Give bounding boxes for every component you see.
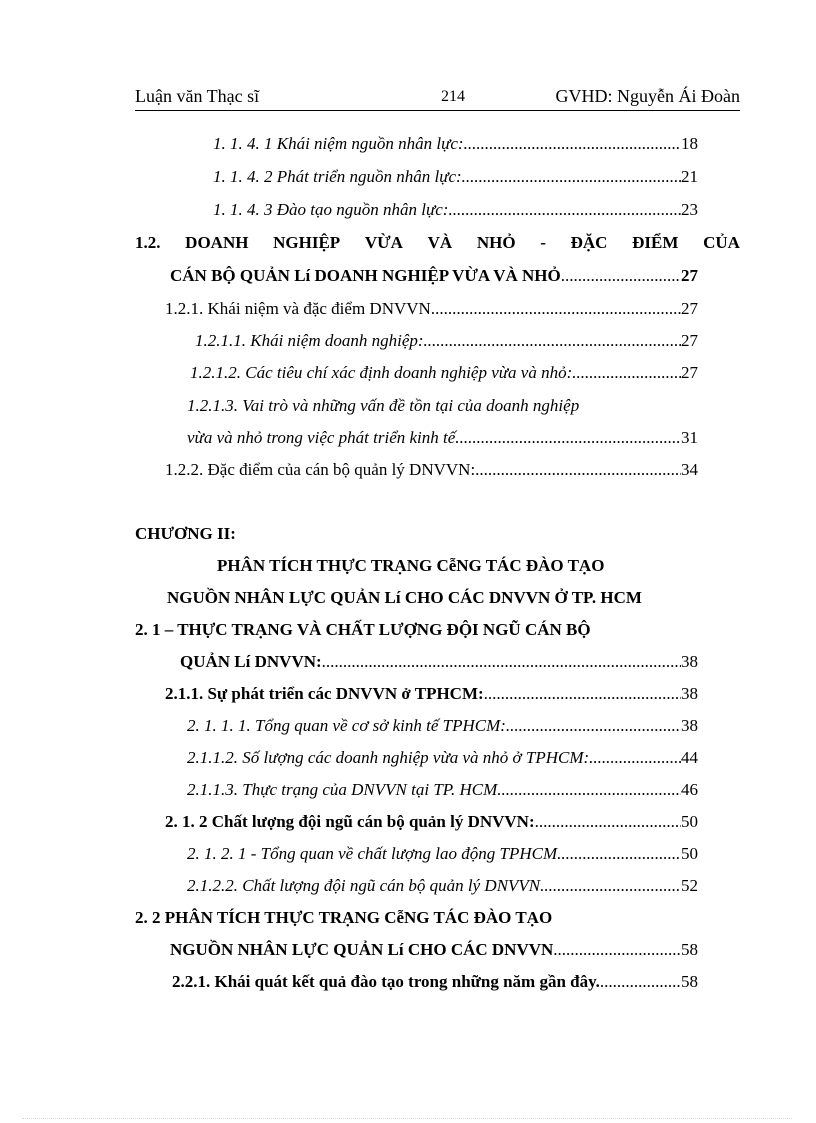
toc-entry[interactable] xyxy=(187,779,698,801)
leader-dots xyxy=(600,971,681,993)
heading-word: NHỎ xyxy=(476,233,516,252)
toc-entry-text: 1.2.1.2. Các tiêu chí xác định doanh nghiệp vừa và nhỏ: xyxy=(190,363,573,382)
toc-section-heading[interactable] xyxy=(135,232,740,254)
heading-word: ĐIỂM xyxy=(632,233,679,252)
toc-entry[interactable] xyxy=(213,133,698,155)
leader-dots xyxy=(540,875,681,897)
toc-entry[interactable] xyxy=(180,651,698,673)
toc-entry-text[interactable]: 1.2.1.3. Vai trò và những vấn đề tồn tại của doanh nghiệp xyxy=(187,396,580,415)
toc-entry[interactable] xyxy=(187,747,698,769)
toc-entry[interactable] xyxy=(165,298,698,320)
toc-page-number: 58 xyxy=(681,972,698,991)
toc-page-number: 27 xyxy=(681,299,698,318)
page-bottom-rule xyxy=(22,1118,792,1119)
leader-dots xyxy=(462,166,681,188)
page-header xyxy=(135,86,740,111)
toc-entry-text: 1.2.2. Đặc điểm của cán bộ quản lý DNVVN: xyxy=(165,460,476,479)
toc-section-heading[interactable]: 2. 2 PHÂN TÍCH THỰC TRẠNG CễNG TÁC ĐÀO TẠO xyxy=(135,908,553,927)
toc-entry-text: 2. 1. 2. 1 - Tổng quan về chất lượng lao động TPHCM xyxy=(187,844,558,863)
toc-entry-text: 2. 1. 1. 1. Tổng quan về cơ sở kinh tế TPHCM: xyxy=(187,716,506,735)
leader-dots xyxy=(424,330,681,352)
toc-entry-text: QUẢN Lí DNVVN: xyxy=(180,652,322,671)
heading-word: NGHIỆP xyxy=(273,233,341,252)
toc-entry[interactable] xyxy=(165,811,698,833)
toc-page-number: 23 xyxy=(681,200,698,219)
toc-page-number: 44 xyxy=(681,748,698,767)
leader-dots xyxy=(448,199,681,221)
heading-word: ĐẶC xyxy=(570,233,608,252)
toc-page-number: 21 xyxy=(681,167,698,186)
heading-word: CỦA xyxy=(703,233,740,252)
leader-dots xyxy=(572,362,681,384)
leader-dots xyxy=(557,843,681,865)
toc-entry[interactable] xyxy=(190,362,698,384)
toc-page-number: 27 xyxy=(681,266,698,285)
toc-entry-text: NGUỒN NHÂN LỰC QUẢN Lí CHO CÁC DNVVN xyxy=(170,940,554,959)
toc-page-number: 50 xyxy=(681,844,698,863)
toc-entry-text: 2. 1. 2 Chất lượng đội ngũ cán bộ quản lý DNVVN: xyxy=(165,812,535,831)
header-thesis-title: Luận văn Thạc sĩ xyxy=(135,86,260,106)
leader-dots xyxy=(497,779,681,801)
toc-entry-text: 2.2.1. Khái quát kết quả đào tạo trong những năm gần đây. xyxy=(172,972,600,991)
toc-entry[interactable] xyxy=(213,199,698,221)
toc-entry-text: 1. 1. 4. 1 Khái niệm nguồn nhân lực: xyxy=(213,134,464,153)
toc-page-number: 31 xyxy=(681,428,698,447)
toc-entry-text: 1.2.1.1. Khái niệm doanh nghiệp: xyxy=(195,331,424,350)
heading-word: VỪA xyxy=(364,233,403,252)
toc-entry[interactable] xyxy=(187,843,698,865)
leader-dots xyxy=(464,133,681,155)
toc-entry[interactable] xyxy=(213,166,698,188)
heading-word: - xyxy=(540,233,546,252)
toc-entry[interactable] xyxy=(170,265,698,287)
toc-page-number: 34 xyxy=(681,460,698,479)
toc-page-number: 27 xyxy=(681,363,698,382)
toc-entry[interactable] xyxy=(165,459,698,481)
chapter-heading-line: NGUỒN NHÂN LỰC QUẢN Lí CHO CÁC DNVVN Ở TP. HCM xyxy=(167,588,642,607)
leader-dots xyxy=(484,683,681,705)
toc-page-number: 38 xyxy=(681,684,698,703)
leader-dots xyxy=(460,427,681,449)
leader-dots xyxy=(506,715,681,737)
leader-dots xyxy=(322,651,681,673)
heading-word: DOANH xyxy=(185,233,249,252)
leader-dots xyxy=(435,298,681,320)
toc-page-number: 52 xyxy=(681,876,698,895)
toc-page-number: 58 xyxy=(681,940,698,959)
chapter-title[interactable]: CHƯƠNG II: xyxy=(135,524,236,543)
toc-entry-text: 2.1.2.2. Chất lượng đội ngũ cán bộ quản lý DNVVN xyxy=(187,876,541,895)
toc-entry-text: 2.1.1. Sự phát triển các DNVVN ở TPHCM: xyxy=(165,684,484,703)
toc-page-number: 38 xyxy=(681,716,698,735)
toc-entry[interactable] xyxy=(187,427,698,449)
toc-page-number: 46 xyxy=(681,780,698,799)
header-page-number: 214 xyxy=(441,88,465,105)
toc-entry-text: 2.1.1.2. Số lượng các doanh nghiệp vừa và nhỏ ở TPHCM: xyxy=(187,748,590,767)
toc-entry[interactable] xyxy=(165,683,698,705)
toc-page-number: 38 xyxy=(681,652,698,671)
header-advisor: GVHD: Nguyễn Ái Đoàn xyxy=(555,86,740,106)
toc-entry-text: CÁN BỘ QUẢN Lí DOANH NGHIỆP VỪA VÀ NHỎ xyxy=(170,266,561,285)
toc-entry-text: 1.2.1. Khái niệm và đặc điểm DNVVN. xyxy=(165,299,436,318)
toc-entry[interactable] xyxy=(172,971,698,993)
toc-entry-text: 1. 1. 4. 2 Phát triển nguồn nhân lực: xyxy=(213,167,462,186)
toc-entry-text: 2.1.1.3. Thực trạng của DNVVN tại TP. HCM xyxy=(187,780,498,799)
toc-entry[interactable] xyxy=(187,875,698,897)
toc-entry[interactable] xyxy=(187,715,698,737)
leader-dots xyxy=(561,265,681,287)
leader-dots xyxy=(535,811,681,833)
chapter-heading-line: PHÂN TÍCH THỰC TRẠNG CễNG TÁC ĐÀO TẠO xyxy=(217,556,605,575)
heading-word: VÀ xyxy=(427,233,453,252)
toc-entry-text: 1. 1. 4. 3 Đào tạo nguồn nhân lực: xyxy=(213,200,449,219)
leader-dots xyxy=(475,459,681,481)
toc-page-number: 18 xyxy=(681,134,698,153)
leader-dots xyxy=(589,747,681,769)
toc-entry[interactable] xyxy=(170,939,698,961)
toc-page-number: 50 xyxy=(681,812,698,831)
leader-dots xyxy=(553,939,681,961)
toc-page-number: 27 xyxy=(681,331,698,350)
toc-entry[interactable] xyxy=(195,330,698,352)
toc-entry-text: vừa và nhỏ trong việc phát triển kinh tế. xyxy=(187,428,460,447)
heading-word: 1.2. xyxy=(135,233,161,252)
toc-section-heading[interactable]: 2. 1 – THỰC TRẠNG VÀ CHẤT LƯỢNG ĐỘI NGŨ CÁN BỘ xyxy=(135,620,591,639)
